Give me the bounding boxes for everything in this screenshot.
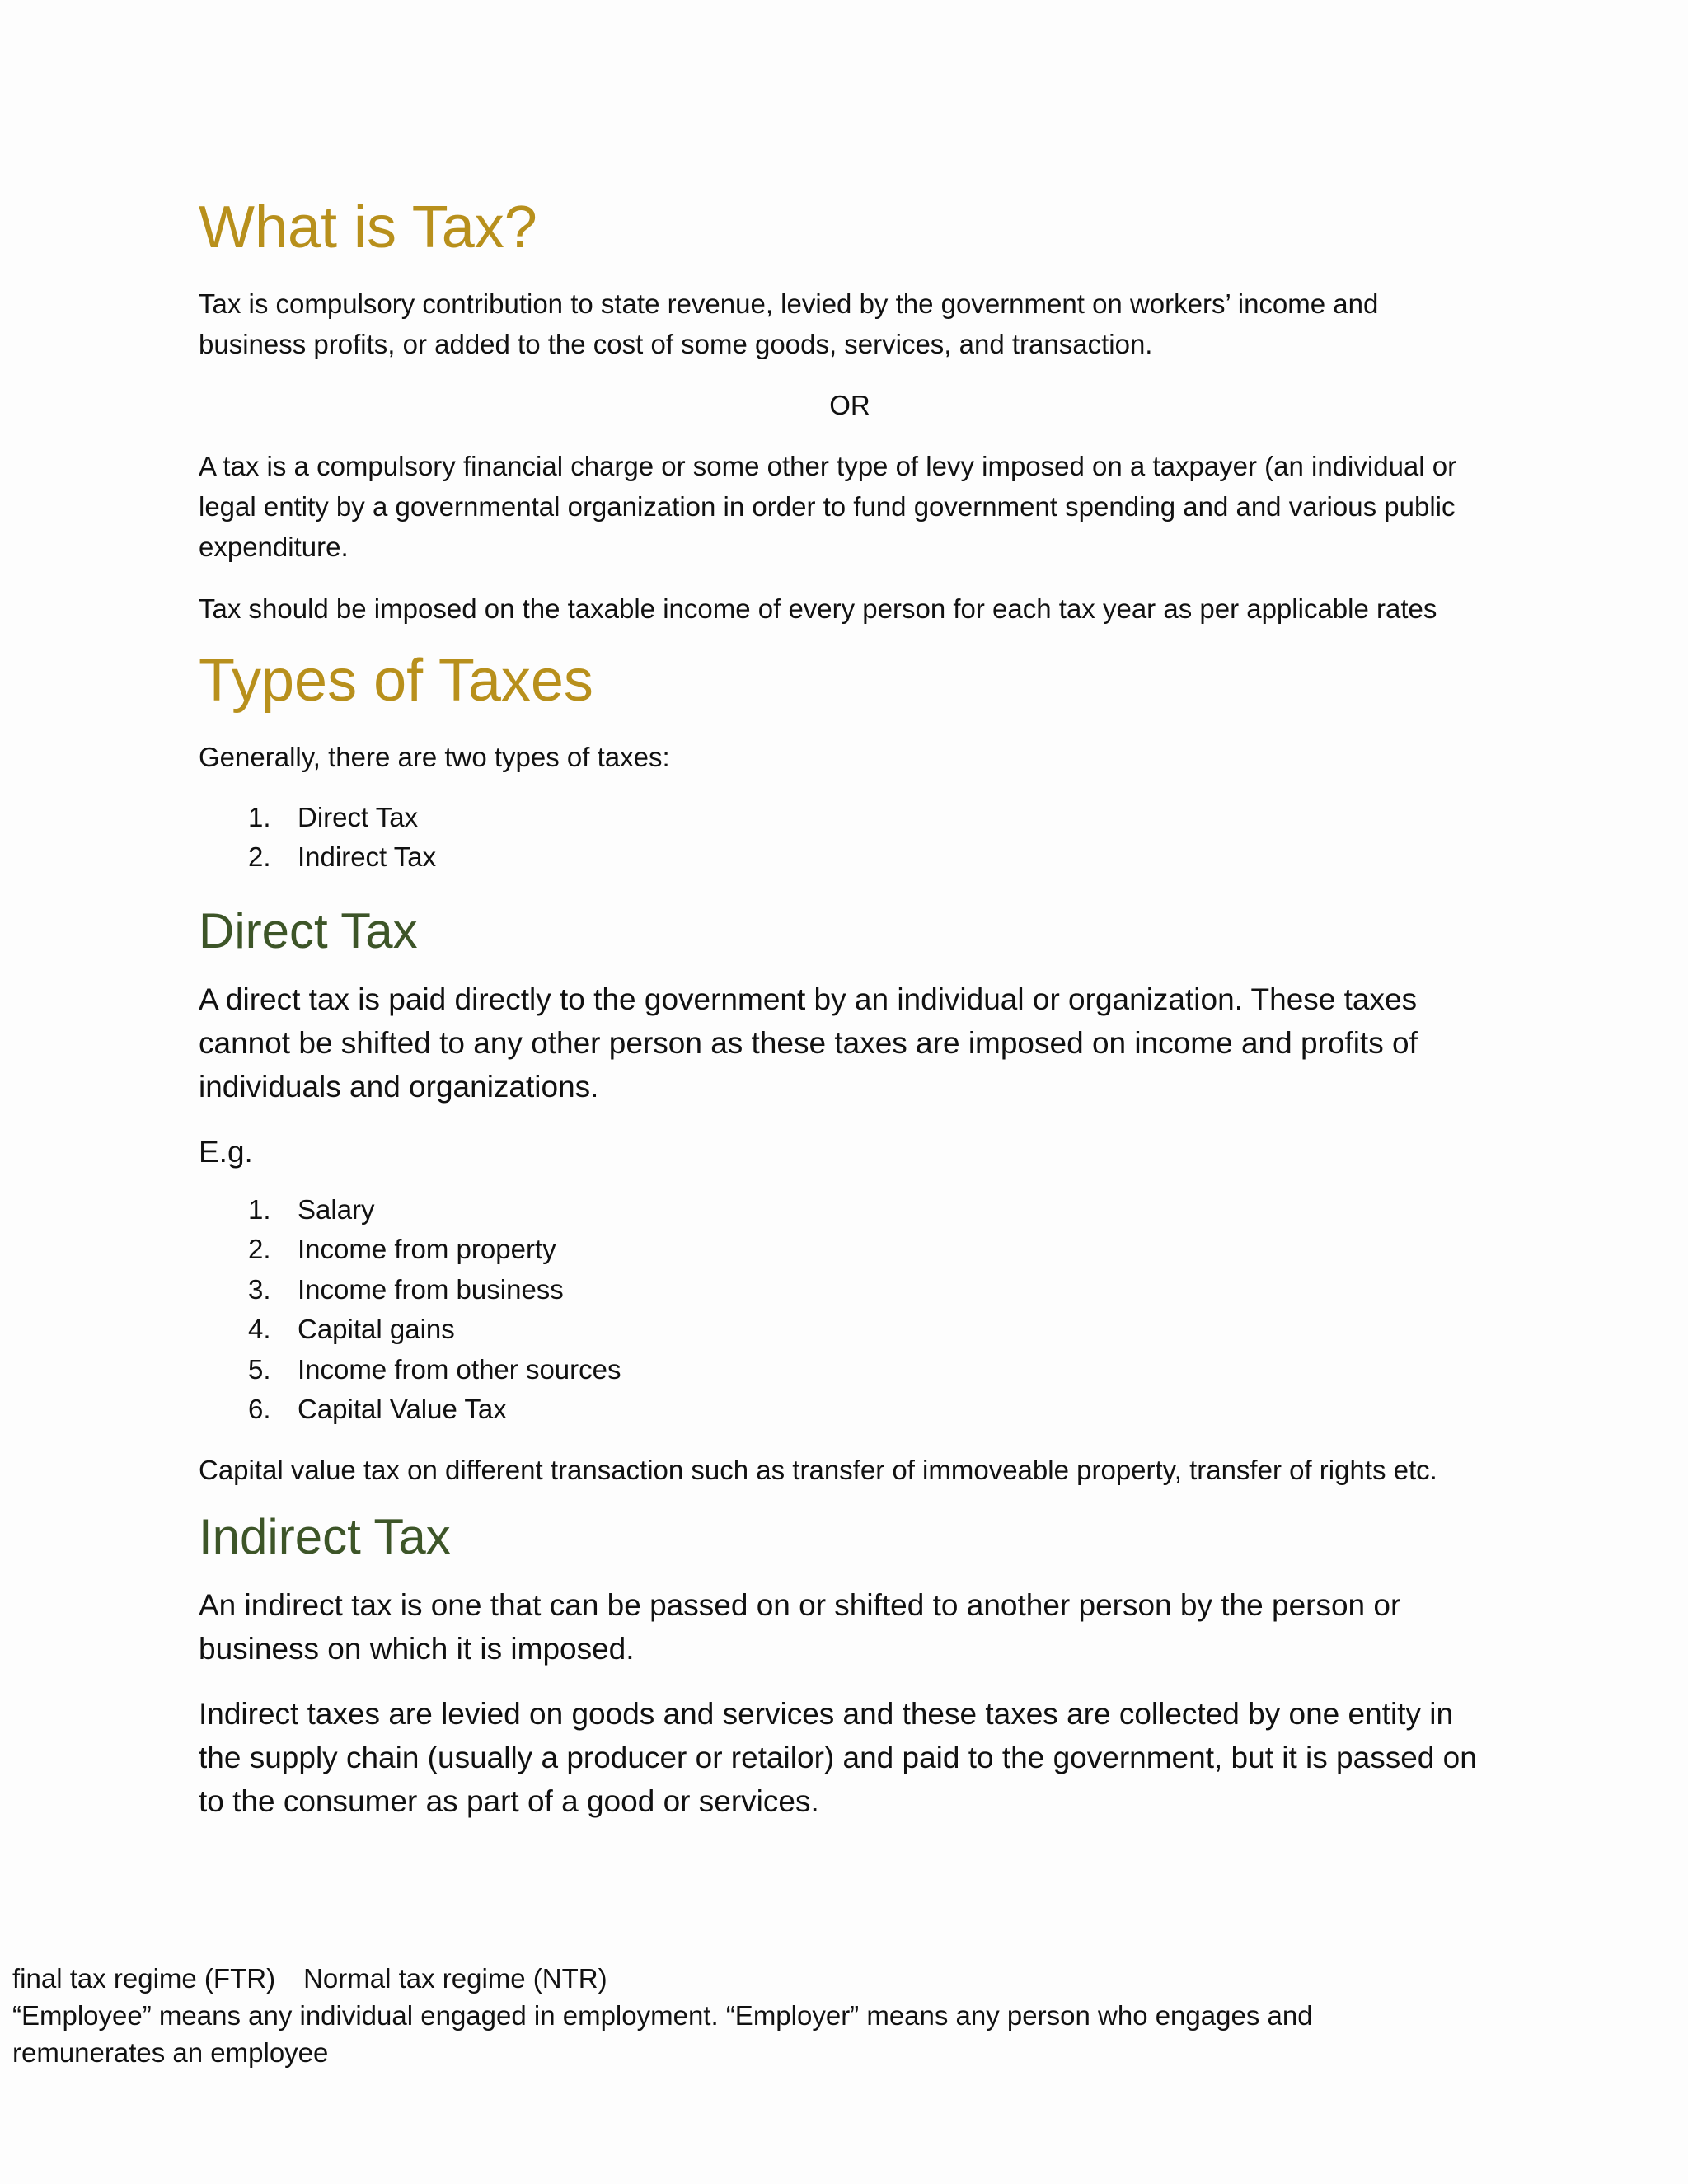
eg-label: E.g. [199,1134,253,1169]
capital-value-tax-note: Capital value tax on different transaction such as transfer of immoveable property, transfer of rights etc. [199,1454,1437,1485]
heading-direct-tax: Direct Tax [199,902,418,958]
list-text: Direct Tax [298,801,419,832]
heading-indirect-tax: Indirect Tax [199,1508,451,1564]
list-item [199,1190,1501,1230]
types-list [199,798,1501,878]
list-number: 4. [248,1314,271,1345]
indirect-tax-paragraph-2: Indirect taxes are levied on goods and services and these taxes are collected by one entity in the supply chain (usually a producer or retailor) and paid to the government, but it is passed on to the consumer as part of a good or services. [199,1696,1477,1818]
list-text: Income from other sources [298,1353,621,1385]
list-text: Capital gains [298,1314,455,1345]
list-number: 3. [248,1273,271,1305]
list-number: 2. [248,1234,271,1265]
list-item [199,798,1501,838]
list-item [199,1390,1501,1430]
heading-types-of-taxes: Types of Taxes [199,647,593,714]
tax-definition-paragraph: Tax is compulsory contribution to state revenue, levied by the government on workers’ income and business profits, or added to the cost of some goods, services, and transaction. [199,288,1379,359]
list-item [199,1230,1501,1270]
employee-definition: “Employee” means any individual engaged in employment. “Employer” means any person who engages and remunerates an employee [12,2000,1313,2068]
list-item [199,1350,1501,1390]
taxable-income-paragraph: Tax should be imposed on the taxable income of every person for each tax year as per applicable rates [199,593,1437,624]
list-number: 1. [248,801,271,832]
list-number: 1. [248,1193,271,1225]
tax-alt-definition-paragraph: A tax is a compulsory financial charge or some other type of levy imposed on a taxpayer (an individual or legal entity by a governmental organization in order to fund government spending and and various public expenditure. [199,450,1457,562]
list-item [199,837,1501,878]
list-text: Salary [298,1193,375,1225]
list-item [199,1310,1501,1350]
document-body [199,194,1501,1823]
types-intro: Generally, there are two types of taxes: [199,741,670,772]
list-text: Income from property [298,1234,556,1265]
list-number: 6. [248,1394,271,1425]
heading-what-is-tax: What is Tax? [199,194,537,260]
direct-tax-examples-list [199,1190,1501,1430]
list-item [199,1270,1501,1310]
indirect-tax-paragraph-1: An indirect tax is one that can be passed on or shifted to another person by the person or business on which it is imposed. [199,1587,1401,1666]
list-number: 2. [248,841,271,873]
list-text: Indirect Tax [298,841,437,873]
direct-tax-paragraph: A direct tax is paid directly to the government by an individual or organization. These taxes cannot be shifted to any other person as these taxes are imposed on income and profits of individuals and organizations. [199,982,1418,1104]
list-number: 5. [248,1353,271,1385]
ntr-label: Normal tax regime (NTR) [303,1963,607,1994]
footer-notes [12,1960,1414,2071]
list-text: Capital Value Tax [298,1394,507,1425]
ftr-label: final tax regime (FTR) [12,1963,276,1994]
or-separator: OR [829,389,870,420]
list-text: Income from business [298,1273,564,1305]
tax-regime-line [12,1960,1414,1997]
